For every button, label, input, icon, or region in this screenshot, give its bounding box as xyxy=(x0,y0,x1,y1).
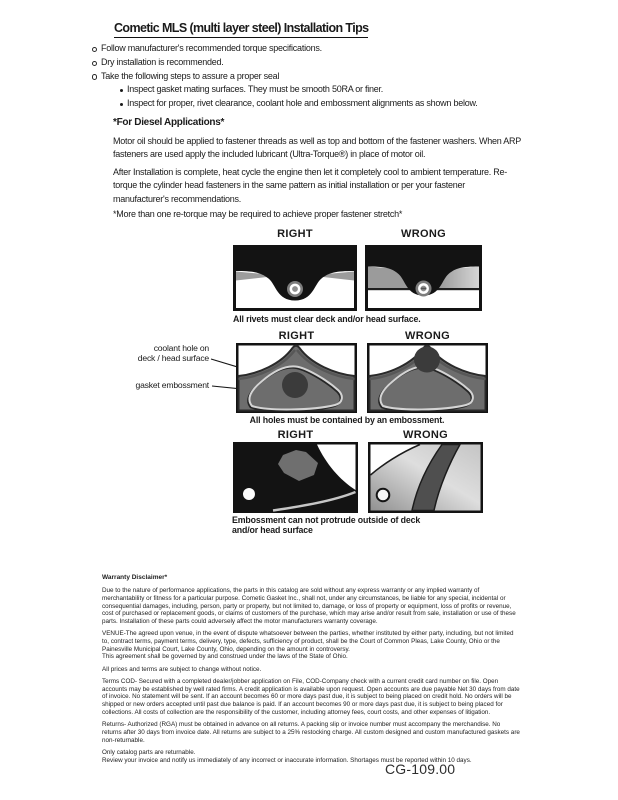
row1-wrong-label: WRONG xyxy=(401,228,446,240)
page-number: CG-109.00 xyxy=(385,761,456,777)
diesel-applications-heading: *For Diesel Applications* xyxy=(113,117,225,128)
row3-caption xyxy=(232,515,420,535)
warranty-text: VENUE-The agreed upon venue, in the event of dispute whatsoever between the parties, whether instituted by either party, including, but not limited to, contract terms, payment terms, delivery, type, defects, sufficiency of product, shall be the Court of Common Pleas, Lake County, Ohio or the Painesville Municipal Court, Lake County, Ohio, depending on the amount in controversy. xyxy=(102,630,514,653)
warranty-paragraph xyxy=(102,630,520,661)
warranty-text: Only catalog parts are returnable. xyxy=(102,748,196,756)
embossment-protrusion-wrong-diagram xyxy=(368,442,483,513)
diesel-paragraph-1: Motor oil should be applied to fastener threads as well as top and bottom of the fastener washers. When ARP fasteners are used apply the included lubricant (Ultra-Torque®) in place of motor oil. xyxy=(113,136,521,160)
list-item xyxy=(92,70,562,84)
diesel-paragraph-2: After Installation is complete, heat cycle the engine then let it completely cool to ambient temperature. Re-torque the cylinder head fasteners in the same pattern as initial installation or per your fastener manufacturer's recommendations. xyxy=(113,167,507,204)
bullet-text: Take the following steps to assure a proper seal xyxy=(101,70,280,81)
warranty-paragraph: Due to the nature of performance applications, the parts in this catalog are sold without any express warranty or any implied warranty of merchantability or fitness for a particular purpose. Cometic Gasket Inc., shall not, under any circumstances, be liable for any special, incidental or consequential damages, including, person, party or property, but not limited to, damage, or loss of property or equipment, loss of profits or revenue, cost of purchased or replacement goods, or claims of customers of the purchase, which may arise and/or result from sale, installation or use of these parts. Installation of these parts could adversely affect the motor manufacturers warranty coverage. xyxy=(102,587,516,626)
gasket-embossment-annotation: gasket embossment xyxy=(135,380,209,390)
warranty-text: Review your invoice and notify us immediately of any incorrect or inaccurate information. Shortages must be reported within 10 days. xyxy=(102,756,472,764)
bullet-text: Inspect for proper, rivet clearance, coolant hole and embossment alignments as shown below. xyxy=(127,98,478,109)
annotation-line: coolant hole on xyxy=(153,343,209,353)
rivet-clearance-right-diagram xyxy=(233,245,357,311)
list-item xyxy=(120,83,562,97)
warranty-paragraph xyxy=(102,749,520,764)
warranty-paragraph: Terms COD- Secured with a completed dealer/jobber application on File, COD-Company check with a current credit card number on file. Open accounts may be established by well rated firms. A credit application is available upon request. Open accounts are due payable Net 30 days from date of invoice. No statement will be sent. If an account becomes 60 or more days past due, it is subject to being placed on credit hold. No orders will be shipped or new orders accepted until past due balance is paid. If an account becomes 90 or more days past due, it is subject to being placed for collections. All costs of collection are the responsibility of the customer, including attorney fees, court costs, and other expenses of litigation. xyxy=(102,678,520,716)
row2-wrong-label: WRONG xyxy=(405,330,450,342)
warranty-paragraph: Returns- Authorized (RGA) must be obtained in advance on all returns. A packing slip or invoice number must accompany the merchandise. No returns after 30 days from invoice date. All returns are subject to a 25% restocking charge. All custom designed and custom manufactured gaskets are non-returnable. xyxy=(102,721,520,744)
rivet-icon xyxy=(287,281,303,297)
row3-right-label: RIGHT xyxy=(277,429,314,441)
rivet-icon xyxy=(416,281,432,297)
row3-wrong-label: WRONG xyxy=(403,429,448,441)
caption-line: and/or head surface xyxy=(232,525,313,535)
row2-right-label: RIGHT xyxy=(278,330,315,342)
warranty-heading: Warranty Disclaimer* xyxy=(102,574,168,581)
page-title: Cometic MLS (multi layer steel) Installation Tips xyxy=(114,21,368,38)
bullet-text: Follow manufacturer's recommended torque specifications. xyxy=(101,43,322,53)
coolant-hole xyxy=(282,372,308,398)
rivet-clearance-wrong-diagram xyxy=(365,245,482,311)
embossment-containment-wrong-diagram xyxy=(367,343,488,413)
list-item xyxy=(92,56,562,70)
warranty-disclaimer-section xyxy=(102,574,520,769)
installation-tips-list xyxy=(92,42,562,111)
coolant-hole-annotation xyxy=(119,344,209,363)
row1-right-label: RIGHT xyxy=(277,228,313,240)
bolt-hole xyxy=(243,488,255,500)
row1-caption: All rivets must clear deck and/or head surface. xyxy=(233,314,421,324)
annotation-line: deck / head surface xyxy=(137,352,209,363)
bolt-hole xyxy=(377,489,390,502)
warranty-text: This agreement shall be governed by and construed under the laws of the State of Ohio. xyxy=(102,653,348,661)
bullet-text: Inspect gasket mating surfaces. They must be smooth 50RA or finer. xyxy=(127,84,383,95)
row2-caption: All holes must be contained by an embossment. xyxy=(249,415,445,425)
embossment-protrusion-right-diagram xyxy=(233,442,358,513)
list-item xyxy=(120,97,562,111)
bullet-text: Dry installation is recommended. xyxy=(101,56,224,67)
embossment-containment-right-diagram xyxy=(236,343,357,413)
caption-line: Embossment can not protrude outside of deck xyxy=(232,515,421,525)
retorque-note: *More than one re-torque may be required to achieve proper fastener stretch* xyxy=(113,209,403,219)
coolant-hole xyxy=(414,347,440,373)
list-item xyxy=(92,42,562,56)
warranty-paragraph: All prices and terms are subject to change without notice. xyxy=(102,665,262,673)
